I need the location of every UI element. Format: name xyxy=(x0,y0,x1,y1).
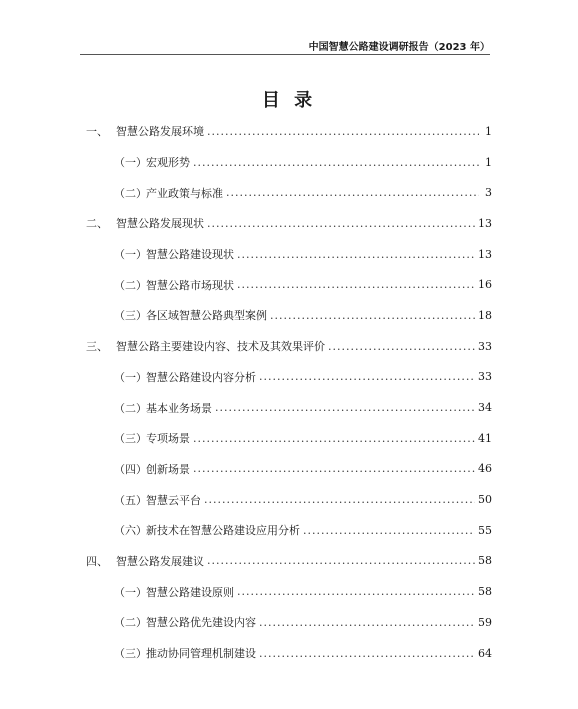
page-title: 目 录 xyxy=(261,90,317,111)
toc-leader-dots xyxy=(193,462,475,475)
toc-entry[interactable] xyxy=(86,147,492,178)
toc-entry-number: （二） xyxy=(114,616,147,630)
toc-entry-label: 智慧公路市场现状 xyxy=(146,278,234,292)
toc-leader-dots xyxy=(259,616,475,629)
toc-entry[interactable] xyxy=(86,392,492,423)
toc-entry[interactable] xyxy=(86,576,492,607)
toc-leader-dots xyxy=(237,248,475,261)
toc-leader-dots xyxy=(204,493,475,506)
toc-entry-page-number: 55 xyxy=(478,523,492,537)
toc-entry[interactable] xyxy=(86,546,492,577)
toc-entry-page-number: 34 xyxy=(478,401,492,415)
toc-leader-dots xyxy=(270,309,475,322)
toc-entry-number: （二） xyxy=(114,401,147,415)
toc-entry[interactable] xyxy=(86,300,492,331)
toc-leader-dots xyxy=(207,125,479,138)
toc-entry-label: 新技术在智慧公路建设应用分析 xyxy=(146,524,300,538)
toc-entry-label: 智慧公路建设内容分析 xyxy=(146,370,256,384)
header-title: 中国智慧公路建设调研报告（2023 年） xyxy=(308,42,490,53)
toc-entry-page-number: 3 xyxy=(485,186,492,200)
toc-entry-label: 各区域智慧公路典型案例 xyxy=(146,309,267,323)
toc-entry-number: （四） xyxy=(114,462,147,476)
toc-entry-label: 智慧公路发展环境 xyxy=(116,125,204,139)
toc-entry-number: 四、 xyxy=(86,554,108,568)
table-of-contents xyxy=(86,116,492,668)
toc-leader-dots xyxy=(207,554,475,567)
toc-leader-dots xyxy=(193,432,475,445)
toc-entry[interactable] xyxy=(86,239,492,270)
toc-entry[interactable] xyxy=(86,269,492,300)
toc-entry-page-number: 18 xyxy=(478,308,492,322)
toc-entry-label: 智慧公路发展现状 xyxy=(116,217,204,231)
toc-leader-dots xyxy=(237,585,475,598)
toc-entry-number: 三、 xyxy=(86,340,108,354)
toc-entry-number: （一） xyxy=(114,156,147,170)
toc-entry-label: 推动协同管理机制建设 xyxy=(146,647,256,661)
toc-entry-number: （三） xyxy=(114,309,147,323)
toc-entry-page-number: 1 xyxy=(485,155,492,169)
toc-entry-number: （二） xyxy=(114,186,147,200)
toc-entry[interactable] xyxy=(86,454,492,485)
running-header xyxy=(80,38,490,55)
toc-leader-dots xyxy=(303,524,475,537)
toc-entry-number: 一、 xyxy=(86,125,108,139)
toc-entry-label: 智慧公路发展建议 xyxy=(116,554,204,568)
toc-entry-label: 智慧公路主要建设内容、技术及其效果评价 xyxy=(116,340,325,354)
toc-entry-number: （三） xyxy=(114,647,147,661)
toc-entry-page-number: 13 xyxy=(478,216,492,230)
toc-leader-dots xyxy=(237,278,475,291)
toc-entry-label: 智慧公路优先建设内容 xyxy=(146,616,256,630)
toc-entry-page-number: 59 xyxy=(478,615,492,629)
toc-entry-number: （六） xyxy=(114,524,147,538)
toc-entry-label: 宏观形势 xyxy=(146,156,190,170)
toc-leader-dots xyxy=(328,340,475,353)
toc-entry[interactable] xyxy=(86,177,492,208)
toc-entry-page-number: 41 xyxy=(478,431,492,445)
toc-entry-page-number: 50 xyxy=(478,493,492,507)
toc-entry-number: （一） xyxy=(114,370,147,384)
toc-entry[interactable] xyxy=(86,116,492,147)
toc-leader-dots xyxy=(193,156,479,169)
toc-entry-number: （一） xyxy=(114,248,147,262)
toc-leader-dots xyxy=(207,217,475,230)
toc-entry[interactable] xyxy=(86,638,492,669)
toc-entry-number: 二、 xyxy=(86,217,108,231)
toc-entry-label: 智慧公路建设原则 xyxy=(146,585,234,599)
toc-entry-number: （一） xyxy=(114,585,147,599)
toc-entry[interactable] xyxy=(86,607,492,638)
toc-entry-page-number: 13 xyxy=(478,247,492,261)
toc-leader-dots xyxy=(259,370,475,383)
toc-entry-label: 创新场景 xyxy=(146,462,190,476)
toc-leader-dots xyxy=(215,401,475,414)
toc-entry[interactable] xyxy=(86,331,492,362)
toc-entry-page-number: 16 xyxy=(478,278,492,292)
toc-entry-page-number: 58 xyxy=(478,585,492,599)
toc-entry-page-number: 33 xyxy=(478,339,492,353)
toc-entry-label: 产业政策与标准 xyxy=(146,186,223,200)
toc-entry-page-number: 1 xyxy=(485,124,492,138)
toc-leader-dots xyxy=(259,647,475,660)
toc-entry-number: （二） xyxy=(114,278,147,292)
toc-leader-dots xyxy=(226,186,479,199)
toc-entry[interactable] xyxy=(86,208,492,239)
toc-entry-number: （三） xyxy=(114,432,147,446)
toc-entry-label: 基本业务场景 xyxy=(146,401,212,415)
toc-entry-page-number: 33 xyxy=(478,370,492,384)
toc-entry-page-number: 46 xyxy=(478,462,492,476)
toc-entry-label: 智慧公路建设现状 xyxy=(146,248,234,262)
toc-entry[interactable] xyxy=(86,515,492,546)
toc-entry[interactable] xyxy=(86,362,492,393)
toc-entry-label: 专项场景 xyxy=(146,432,190,446)
toc-entry-label: 智慧云平台 xyxy=(146,493,201,507)
toc-entry-number: （五） xyxy=(114,493,147,507)
toc-entry[interactable] xyxy=(86,484,492,515)
toc-entry-page-number: 58 xyxy=(478,554,492,568)
toc-entry-page-number: 64 xyxy=(478,646,492,660)
toc-entry[interactable] xyxy=(86,423,492,454)
